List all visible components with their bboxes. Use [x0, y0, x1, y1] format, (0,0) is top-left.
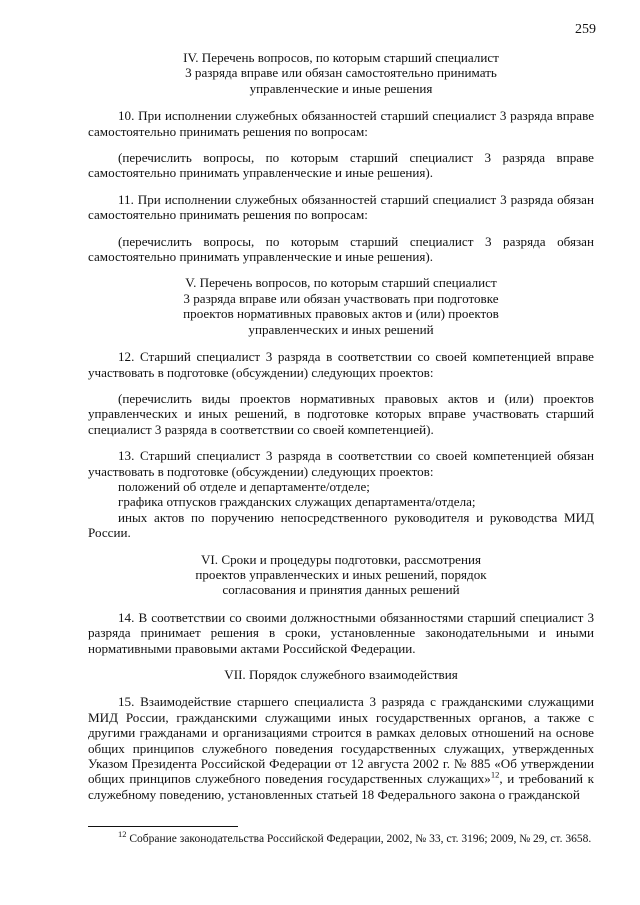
- footnote: [118, 829, 594, 846]
- paragraph-12: 12. Старший специалист 3 разряда в соответствии со своей компетенцией вправе участвовать в подготовке (обсуждении) следующих проектов:: [88, 349, 594, 380]
- section-6-heading: [88, 552, 594, 598]
- heading-line: управленческие и иные решения: [249, 80, 433, 96]
- paragraph-11-note: (перечислить вопросы, по которым старший специалист 3 разряда обязан самостоятельно принимать управленческие и иные решения).: [88, 233, 594, 265]
- paragraph-11: 11. При исполнении служебных обязанностей старший специалист 3 разряда обязан самостоятельно принимать решения по вопросам:: [88, 191, 594, 223]
- heading-line: V. Перечень вопросов, по которым старший специалист: [185, 275, 497, 291]
- heading-line: согласования и принятия данных решений: [222, 582, 460, 598]
- heading-line: проектов управленческих и иных решений, порядок: [195, 566, 487, 582]
- heading-line: IV. Перечень вопросов, по которым старший специалист: [183, 50, 499, 65]
- paragraph-10-note: (перечислить вопросы, по которым старший специалист 3 разряда вправе самостоятельно принимать управленческие и иные решения).: [88, 150, 594, 181]
- section-4-heading: [88, 50, 594, 96]
- paragraph-10: 10. При исполнении служебных обязанностей старший специалист 3 разряда вправе самостоятельно принимать решения по вопросам:: [88, 108, 594, 139]
- footnote-number: 12: [118, 829, 127, 840]
- footnote-ref: 12: [490, 770, 500, 781]
- paragraph-15-text: 15. Взаимодействие старшего специалиста 3 разряда с гражданскими служащими МИД России, гражданскими служащими иных государственных органов, а также с другими гражданами и организациями строится в рамках деловых отношений на основе общих принципов служебного поведения государственных служащих, утвержденных Указом Президента Российской Федерации от 12 августа 2002 г. № 885 «Об утверждении общих принципов служебного поведения государственных служащих»: [88, 694, 594, 787]
- heading-line: VI. Сроки и процедуры подготовки, рассмотрения: [200, 551, 482, 567]
- paragraph-13-item: положений об отделе и департаменте/отделе;: [118, 478, 370, 494]
- footnote-divider: [88, 826, 238, 827]
- paragraph-13-item: графика отпусков гражданских служащих департамента/отдела;: [118, 494, 476, 510]
- heading-line: 3 разряда вправе или обязан самостоятельно принимать: [185, 65, 497, 81]
- paragraph-12-note: (перечислить виды проектов нормативных правовых актов и (или) проектов управленческих и иных решений, в подготовке которых вправе участвовать старший специалист 3 разряда в соответствии со своей компетенцией).: [88, 390, 594, 437]
- paragraph-13: 13. Старший специалист 3 разряда в соответствии со своей компетенцией обязан участвовать в подготовке (обсуждении) следующих проектов:: [88, 448, 594, 479]
- heading-line: 3 разряда вправе или обязан участвовать при подготовке: [183, 290, 499, 306]
- paragraph-15-text-cont: , и требований к служебному поведению, установленных статьей 18 Федерального закона о гражданской: [88, 771, 594, 802]
- heading-line: проектов нормативных правовых актов и (или) проектов: [183, 306, 499, 322]
- document-body: [88, 50, 594, 813]
- paragraph-13-item: иных актов по поручению непосредственного руководителя и руководства МИД России.: [88, 509, 594, 541]
- page-number: 259: [575, 22, 596, 37]
- paragraph-14: 14. В соответствии со своими должностными обязанностями старший специалист 3 разряда принимает решения в сроки, установленные законодательными и иными нормативными правовыми актами Российской Федерации.: [88, 609, 594, 656]
- paragraph-15: [88, 694, 594, 802]
- heading-line: управленческих и иных решений: [248, 321, 434, 337]
- heading-line: VII. Порядок служебного взаимодействия: [224, 667, 458, 682]
- section-5-heading: [88, 275, 594, 337]
- footnote-text: Собрание законодательства Российской Федерации, 2002, № 33, ст. 3196; 2009, № 29, ст. 3658.: [126, 833, 592, 845]
- section-7-heading: [88, 667, 594, 682]
